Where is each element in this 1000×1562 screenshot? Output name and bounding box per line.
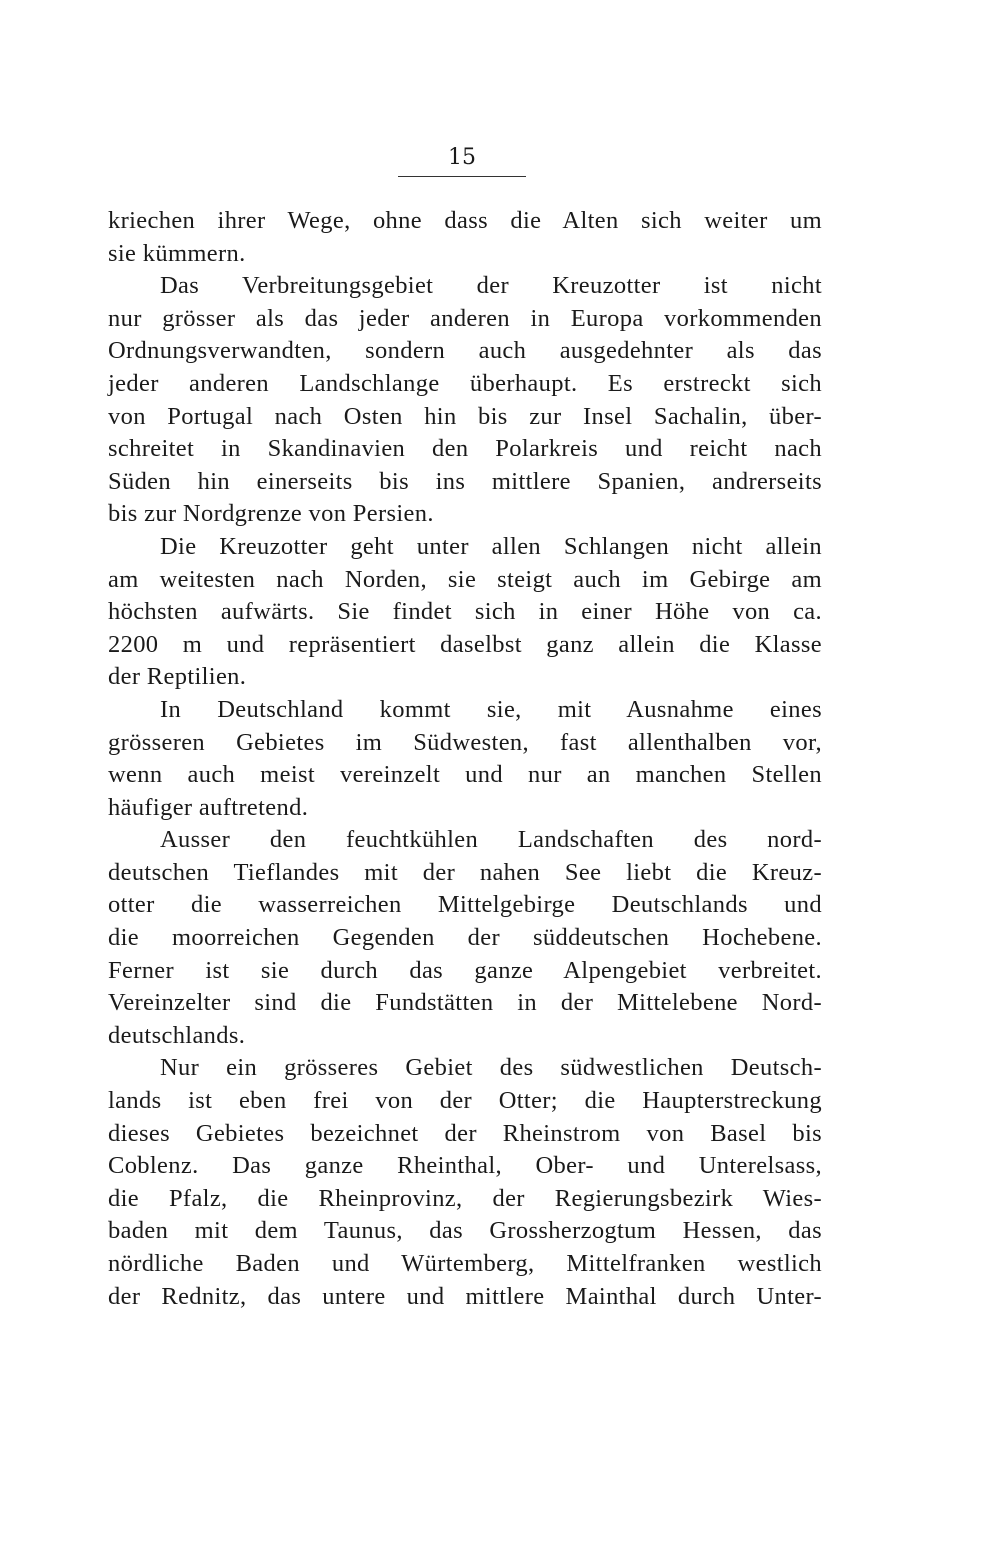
text-line: Coblenz. Das ganze Rheinthal, Ober- und Unterelsass, bbox=[108, 1152, 822, 1180]
text-line: otter die wasserreichen Mittelgebirge Deutschlands und bbox=[108, 891, 822, 919]
text-line: Die Kreuzotter geht unter allen Schlangen nicht allein bbox=[160, 532, 822, 560]
text-line: baden mit dem Taunus, das Grossherzogtum Hessen, das bbox=[108, 1217, 822, 1245]
text-line: sie kümmern. bbox=[108, 239, 246, 267]
text-line: dieses Gebietes bezeichnet der Rheinstrom von Basel bis bbox=[108, 1119, 822, 1147]
text-line: nur grösser als das jeder anderen in Europa vorkommenden bbox=[108, 304, 822, 332]
text-line: deutschlands. bbox=[108, 1021, 246, 1049]
text-line: Vereinzelter sind die Fundstätten in der Mittelebene Nord- bbox=[108, 989, 822, 1017]
text-line: der Reptilien. bbox=[108, 663, 247, 691]
text-line: Süden hin einerseits bis ins mittlere Spanien, andrerseits bbox=[108, 467, 822, 495]
page-number: 15 bbox=[398, 144, 526, 177]
text-line: Nur ein grösseres Gebiet des südwestlichen Deutsch- bbox=[160, 1054, 822, 1082]
text-line: höchsten aufwärts. Sie findet sich in einer Höhe von ca. bbox=[108, 598, 822, 626]
text-line: schreitet in Skandinavien den Polarkreis und reicht nach bbox=[108, 435, 822, 463]
text-line: 2200 m und repräsentiert daselbst ganz allein die Klasse bbox=[108, 630, 822, 658]
text-line: Das Verbreitungsgebiet der Kreuzotter ist nicht bbox=[160, 272, 822, 300]
text-line: Ausser den feuchtkühlen Landschaften des nord- bbox=[160, 826, 822, 854]
text-line: Ordnungsverwandten, sondern auch ausgedehnter als das bbox=[108, 337, 822, 365]
text-line: jeder anderen Landschlange überhaupt. Es erstreckt sich bbox=[108, 369, 822, 397]
text-line: kriechen ihrer Wege, ohne dass die Alten sich weiter um bbox=[108, 207, 822, 234]
text-line: die moorreichen Gegenden der süddeutschen Hochebene. bbox=[108, 924, 822, 952]
text-line: die Pfalz, die Rheinprovinz, der Regierungsbezirk Wies- bbox=[108, 1184, 822, 1212]
text-line: am weitesten nach Norden, sie steigt auch im Gebirge am bbox=[108, 565, 822, 593]
text-line: nördliche Baden und Würtemberg, Mittelfranken westlich bbox=[108, 1250, 822, 1277]
text-line: deutschen Tieflandes mit der nahen See liebt die Kreuz- bbox=[108, 858, 822, 886]
text-line: Ferner ist sie durch das ganze Alpengebiet verbreitet. bbox=[108, 956, 822, 984]
text-line: der Rednitz, das untere und mittlere Mainthal durch Unter- bbox=[108, 1282, 822, 1310]
text-line: grösseren Gebietes im Südwesten, fast allenthalben vor, bbox=[108, 728, 822, 756]
text-line: lands ist eben frei von der Otter; die Haupterstreckung bbox=[108, 1087, 822, 1115]
text-line: bis zur Nordgrenze von Persien. bbox=[108, 500, 434, 528]
text-line: von Portugal nach Osten hin bis zur Insel Sachalin, über- bbox=[108, 402, 822, 430]
text-line: wenn auch meist vereinzelt und nur an manchen Stellen bbox=[108, 761, 822, 789]
body-text bbox=[108, 205, 822, 1313]
text-line: In Deutschland kommt sie, mit Ausnahme eines bbox=[160, 695, 822, 723]
text-line: häufiger auftretend. bbox=[108, 793, 309, 821]
